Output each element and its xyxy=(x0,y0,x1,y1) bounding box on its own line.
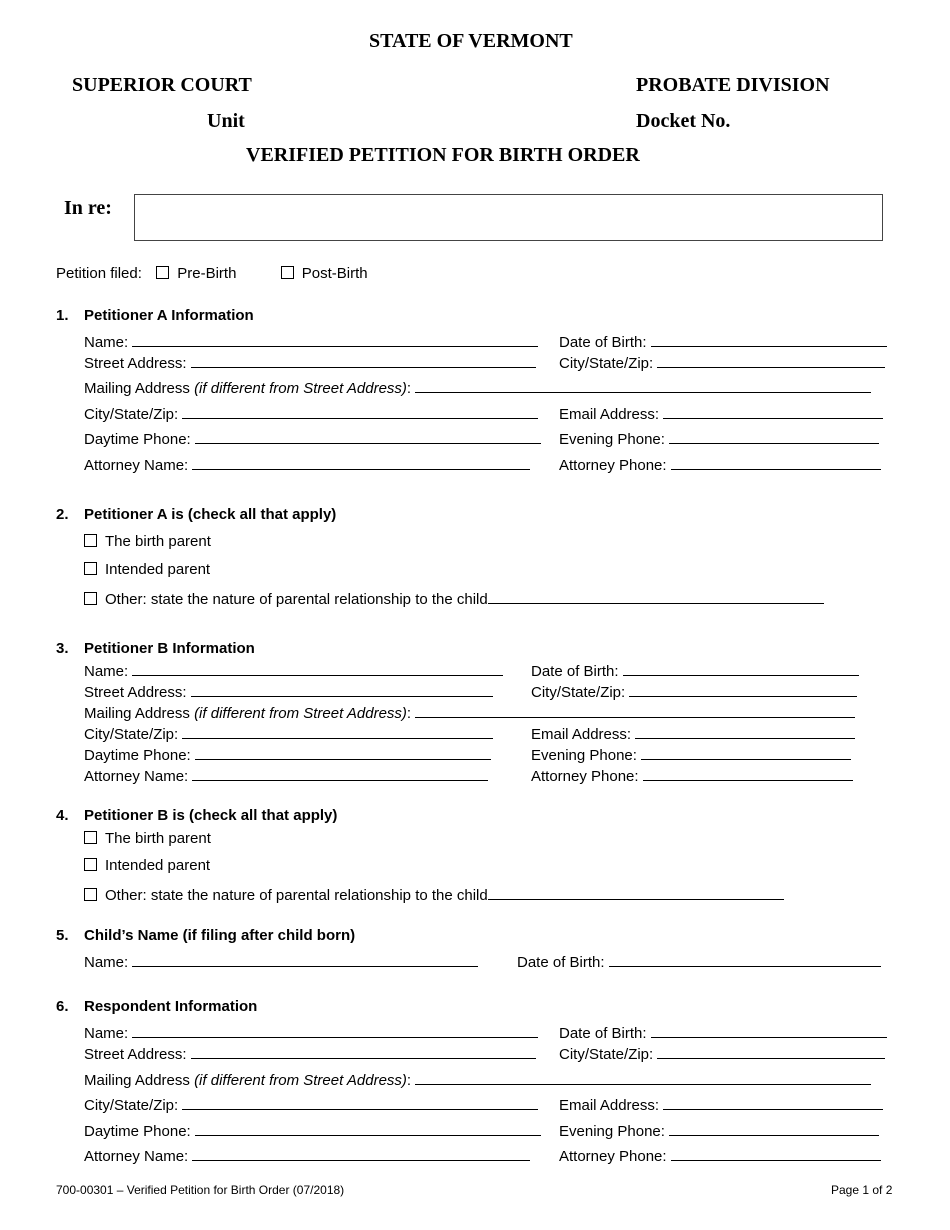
pb-email-row xyxy=(531,724,855,744)
pb-evening-label: Evening Phone: xyxy=(531,747,637,764)
pa-daytime-row xyxy=(84,429,541,449)
in-re-input[interactable] xyxy=(134,194,883,241)
section-5-title: Child’s Name (if filing after child born) xyxy=(84,927,356,944)
pa-evening-row xyxy=(559,429,879,449)
pa-attorney-phone-field[interactable] xyxy=(671,455,881,470)
r-dob-field[interactable] xyxy=(651,1023,887,1038)
pa-evening-field[interactable] xyxy=(669,429,879,444)
pa-mailing-row: Mailing Address (if different from Street Address): xyxy=(84,378,871,398)
pa-daytime-label: Daytime Phone: xyxy=(84,431,191,448)
child-name-field[interactable] xyxy=(132,952,478,967)
child-dob-row xyxy=(517,952,881,972)
pb-evening-field[interactable] xyxy=(641,745,851,760)
child-dob-label: Date of Birth: xyxy=(517,954,605,971)
petition-filed-row xyxy=(56,265,368,283)
pa-attorney-label: Attorney Name: xyxy=(84,457,189,474)
pb-other-option xyxy=(84,885,784,905)
pa-birth-parent-option xyxy=(84,533,211,551)
pa-name-label: Name: xyxy=(84,334,129,351)
r-attorney-phone-field[interactable] xyxy=(671,1146,881,1161)
r-email-field[interactable] xyxy=(663,1095,883,1110)
r-mailing-row: Mailing Address (if different from Street Address): xyxy=(84,1070,871,1090)
form-number: 700-00301 – Verified Petition for Birth Order (07/2018) xyxy=(56,1183,345,1197)
pb-other-field[interactable] xyxy=(488,885,784,900)
pb-mailing-note: (if different from Street Address) xyxy=(194,705,407,722)
pb-intended-parent-label: Intended parent xyxy=(105,857,211,874)
r-attorney-row xyxy=(84,1146,530,1166)
r-evening-row xyxy=(559,1121,879,1141)
pa-other-option xyxy=(84,589,824,609)
pb-mailing-field[interactable] xyxy=(415,703,855,718)
r-email-row xyxy=(559,1095,883,1115)
r-street-row xyxy=(84,1044,536,1064)
pa-other-field[interactable] xyxy=(488,589,824,604)
section-2-title: Petitioner A is (check all that apply) xyxy=(84,506,337,523)
child-name-label: Name: xyxy=(84,954,129,971)
pb-mailing-label: Mailing Address xyxy=(84,705,190,722)
pb-attorney-phone-field[interactable] xyxy=(643,766,853,781)
pb-daytime-row xyxy=(84,745,491,765)
pa-intended-parent-option xyxy=(84,561,210,579)
r-daytime-field[interactable] xyxy=(195,1121,541,1136)
pa-other-label: Other: state the nature of parental relationship to the child xyxy=(105,591,488,608)
pb-attorney-field[interactable] xyxy=(192,766,488,781)
pb-name-row xyxy=(84,661,503,681)
pb-dob-row xyxy=(531,661,859,681)
pa-city-row xyxy=(84,404,538,424)
in-re-label: In re: xyxy=(64,197,112,219)
r-attorney-phone-row xyxy=(559,1146,881,1166)
r-evening-field[interactable] xyxy=(669,1121,879,1136)
section-1-number: 1. xyxy=(56,307,69,324)
r-name-label: Name: xyxy=(84,1025,129,1042)
pre-birth-label: Pre-Birth xyxy=(177,265,237,282)
r-city-field[interactable] xyxy=(182,1095,538,1110)
page-number: Page 1 of 2 xyxy=(831,1183,893,1197)
pb-city-right-field[interactable] xyxy=(629,682,857,697)
r-email-label: Email Address: xyxy=(559,1097,660,1114)
pb-evening-row xyxy=(531,745,851,765)
r-dob-label: Date of Birth: xyxy=(559,1025,647,1042)
r-mailing-label: Mailing Address xyxy=(84,1072,190,1089)
pb-birth-parent-checkbox[interactable] xyxy=(84,831,97,844)
unit-label: Unit xyxy=(207,110,245,132)
r-daytime-label: Daytime Phone: xyxy=(84,1123,191,1140)
pb-attorney-phone-label: Attorney Phone: xyxy=(531,768,639,785)
pb-daytime-field[interactable] xyxy=(195,745,491,760)
pa-intended-parent-checkbox[interactable] xyxy=(84,562,97,575)
pa-attorney-phone-label: Attorney Phone: xyxy=(559,457,667,474)
pa-attorney-row xyxy=(84,455,530,475)
r-evening-label: Evening Phone: xyxy=(559,1123,665,1140)
pa-attorney-phone-row xyxy=(559,455,881,475)
division-name: PROBATE DIVISION xyxy=(636,74,830,96)
pa-other-checkbox[interactable] xyxy=(84,592,97,605)
pa-city-right-row xyxy=(559,353,885,373)
r-name-field[interactable] xyxy=(132,1023,538,1038)
r-dob-row xyxy=(559,1023,887,1043)
pb-name-field[interactable] xyxy=(132,661,503,676)
r-daytime-row xyxy=(84,1121,541,1141)
pa-email-field[interactable] xyxy=(663,404,883,419)
pa-city-field[interactable] xyxy=(182,404,538,419)
section-3-number: 3. xyxy=(56,640,69,657)
pa-name-field[interactable] xyxy=(132,332,538,347)
docket-label: Docket No. xyxy=(636,110,731,132)
pb-city-row xyxy=(84,724,493,744)
pa-city-label: City/State/Zip: xyxy=(84,406,179,423)
pb-city-label: City/State/Zip: xyxy=(84,726,179,743)
pb-street-field[interactable] xyxy=(191,682,493,697)
pa-evening-label: Evening Phone: xyxy=(559,431,665,448)
section-6-title: Respondent Information xyxy=(84,998,258,1015)
pa-dob-field[interactable] xyxy=(651,332,887,347)
r-city-label: City/State/Zip: xyxy=(84,1097,179,1114)
pb-attorney-phone-row xyxy=(531,766,853,786)
pb-dob-field[interactable] xyxy=(623,661,859,676)
r-city-row xyxy=(84,1095,538,1115)
pb-mailing-row: Mailing Address (if different from Street Address): xyxy=(84,703,855,723)
r-name-row xyxy=(84,1023,538,1043)
section-1-title: Petitioner A Information xyxy=(84,307,254,324)
pb-street-row xyxy=(84,682,493,702)
r-street-label: Street Address: xyxy=(84,1046,187,1063)
pb-city-right-label: City/State/Zip: xyxy=(531,684,626,701)
section-4-number: 4. xyxy=(56,807,69,824)
form-title: VERIFIED PETITION FOR BIRTH ORDER xyxy=(246,144,640,166)
r-city-right-row xyxy=(559,1044,885,1064)
pb-intended-parent-checkbox[interactable] xyxy=(84,858,97,871)
section-5-number: 5. xyxy=(56,927,69,944)
petition-filed-label: Petition filed: xyxy=(56,265,142,282)
pb-email-label: Email Address: xyxy=(531,726,632,743)
pb-name-label: Name: xyxy=(84,663,129,680)
r-attorney-field[interactable] xyxy=(192,1146,530,1161)
pb-birth-parent-label: The birth parent xyxy=(105,830,211,847)
r-attorney-phone-label: Attorney Phone: xyxy=(559,1148,667,1165)
pb-intended-parent-option xyxy=(84,857,210,875)
pb-daytime-label: Daytime Phone: xyxy=(84,747,191,764)
pa-city-right-field[interactable] xyxy=(657,353,885,368)
pa-birth-parent-label: The birth parent xyxy=(105,533,211,550)
pre-birth-checkbox[interactable] xyxy=(156,266,169,279)
child-name-row xyxy=(84,952,478,972)
pb-street-label: Street Address: xyxy=(84,684,187,701)
post-birth-checkbox[interactable] xyxy=(281,266,294,279)
pa-street-field[interactable] xyxy=(191,353,536,368)
pa-mailing-label: Mailing Address xyxy=(84,380,190,397)
pb-birth-parent-option xyxy=(84,830,211,848)
r-city-right-field[interactable] xyxy=(657,1044,885,1059)
section-4-title: Petitioner B is (check all that apply) xyxy=(84,807,338,824)
r-mailing-field[interactable] xyxy=(415,1070,871,1085)
pa-attorney-field[interactable] xyxy=(192,455,530,470)
child-dob-field[interactable] xyxy=(609,952,881,967)
pb-other-label: Other: state the nature of parental relationship to the child xyxy=(105,887,488,904)
court-name: SUPERIOR COURT xyxy=(72,74,252,96)
pa-dob-label: Date of Birth: xyxy=(559,334,647,351)
state-title: STATE OF VERMONT xyxy=(369,30,573,52)
pb-other-checkbox[interactable] xyxy=(84,888,97,901)
pa-city-right-label: City/State/Zip: xyxy=(559,355,654,372)
pa-intended-parent-label: Intended parent xyxy=(105,561,211,578)
post-birth-label: Post-Birth xyxy=(301,265,368,282)
pa-birth-parent-checkbox[interactable] xyxy=(84,534,97,547)
section-6-number: 6. xyxy=(56,998,69,1015)
pb-attorney-row xyxy=(84,766,488,786)
r-mailing-note: (if different from Street Address) xyxy=(194,1072,407,1089)
pa-email-label: Email Address: xyxy=(559,406,660,423)
pb-email-field[interactable] xyxy=(635,724,855,739)
pa-mailing-note: (if different from Street Address) xyxy=(194,380,407,397)
pb-city-field[interactable] xyxy=(182,724,493,739)
pb-city-right-row xyxy=(531,682,857,702)
pa-street-row xyxy=(84,353,536,373)
pa-dob-row xyxy=(559,332,887,352)
pa-name-row xyxy=(84,332,538,352)
pa-street-label: Street Address: xyxy=(84,355,187,372)
section-3-title: Petitioner B Information xyxy=(84,640,255,657)
pa-mailing-field[interactable] xyxy=(415,378,871,393)
r-street-field[interactable] xyxy=(191,1044,536,1059)
pa-daytime-field[interactable] xyxy=(195,429,541,444)
pb-dob-label: Date of Birth: xyxy=(531,663,619,680)
section-2-number: 2. xyxy=(56,506,69,523)
r-attorney-label: Attorney Name: xyxy=(84,1148,189,1165)
pb-attorney-label: Attorney Name: xyxy=(84,768,189,785)
r-city-right-label: City/State/Zip: xyxy=(559,1046,654,1063)
pa-email-row xyxy=(559,404,883,424)
